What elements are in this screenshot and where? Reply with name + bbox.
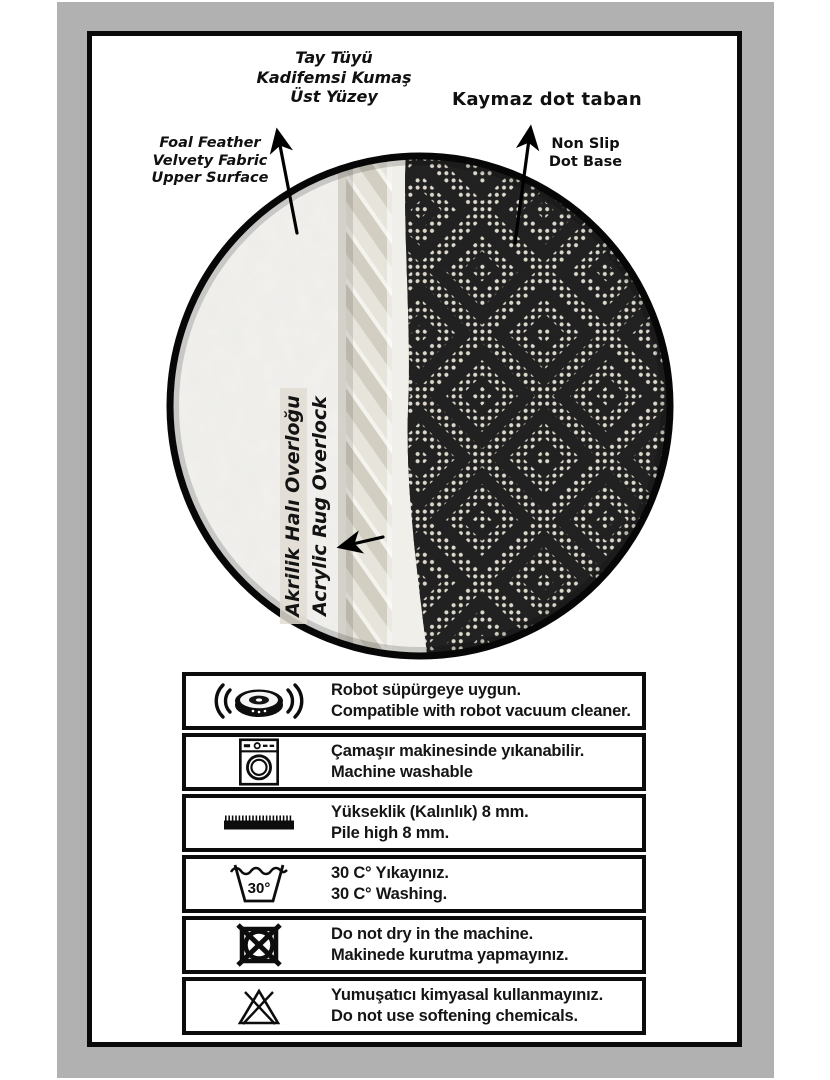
label-line: Velvety Fabric xyxy=(152,152,268,169)
label-line: Dot Base xyxy=(548,153,623,170)
hand-wash-30-icon xyxy=(229,863,289,905)
care-text-tr: 30 C° Yıkayınız. xyxy=(331,864,449,882)
care-table xyxy=(182,672,646,1038)
care-row-pile-height xyxy=(182,794,646,852)
label-line: Kadifemsi Kumaş xyxy=(256,67,412,87)
label-overlock xyxy=(280,376,340,636)
overlock-seam xyxy=(346,148,394,664)
label-upper-surface-tr xyxy=(234,48,434,107)
washing-machine-icon xyxy=(238,738,280,786)
robot-vacuum-icon xyxy=(209,679,309,723)
care-text-tr: Robot süpürgeye uygun. xyxy=(331,681,521,699)
care-text-en: Compatible with robot vacuum cleaner. xyxy=(331,702,631,720)
care-text-en: Do not dry in the machine. xyxy=(331,925,533,943)
rug-closeup-photo xyxy=(162,148,678,664)
care-text-en: Do not use softening chemicals. xyxy=(331,1007,578,1025)
care-text-en: Machine washable xyxy=(331,763,473,781)
care-row-robot-vacuum xyxy=(182,672,646,730)
label-line: Akrilik Halı Overloğu xyxy=(280,388,307,623)
label-line: Acrylic Rug Overlock xyxy=(309,396,331,616)
care-text-en: 30 C° Washing. xyxy=(331,885,447,903)
do-not-use-softener-icon xyxy=(236,985,282,1027)
care-row-machine-washable xyxy=(182,733,646,791)
care-text-tr: Çamaşır makinesinde yıkanabilir. xyxy=(331,742,585,760)
do-not-tumble-dry-icon xyxy=(235,923,283,967)
label-line: Non Slip xyxy=(551,136,620,152)
pile-height-icon xyxy=(222,814,296,832)
care-row-no-tumble-dry xyxy=(182,916,646,974)
label-line: Foal Feather xyxy=(159,135,261,151)
care-row-wash-30 xyxy=(182,855,646,913)
card xyxy=(87,31,742,1047)
care-row-no-softener xyxy=(182,977,646,1035)
care-text-tr: Makinede kurutma yapmayınız. xyxy=(331,946,569,964)
label-dot-base-tr: Kaymaz dot taban xyxy=(452,89,643,110)
care-text-tr: Yumuşatıcı kimyasal kullanmayınız. xyxy=(331,986,603,1004)
label-line: Üst Yüzey xyxy=(290,87,378,106)
care-text-en: Pile high 8 mm. xyxy=(331,824,450,842)
care-text-tr: Yükseklik (Kalınlık) 8 mm. xyxy=(331,803,529,821)
label-line: Tay Tüyü xyxy=(295,48,373,67)
wash-temp-label: 30° xyxy=(247,880,270,897)
label-line: Upper Surface xyxy=(151,170,269,186)
